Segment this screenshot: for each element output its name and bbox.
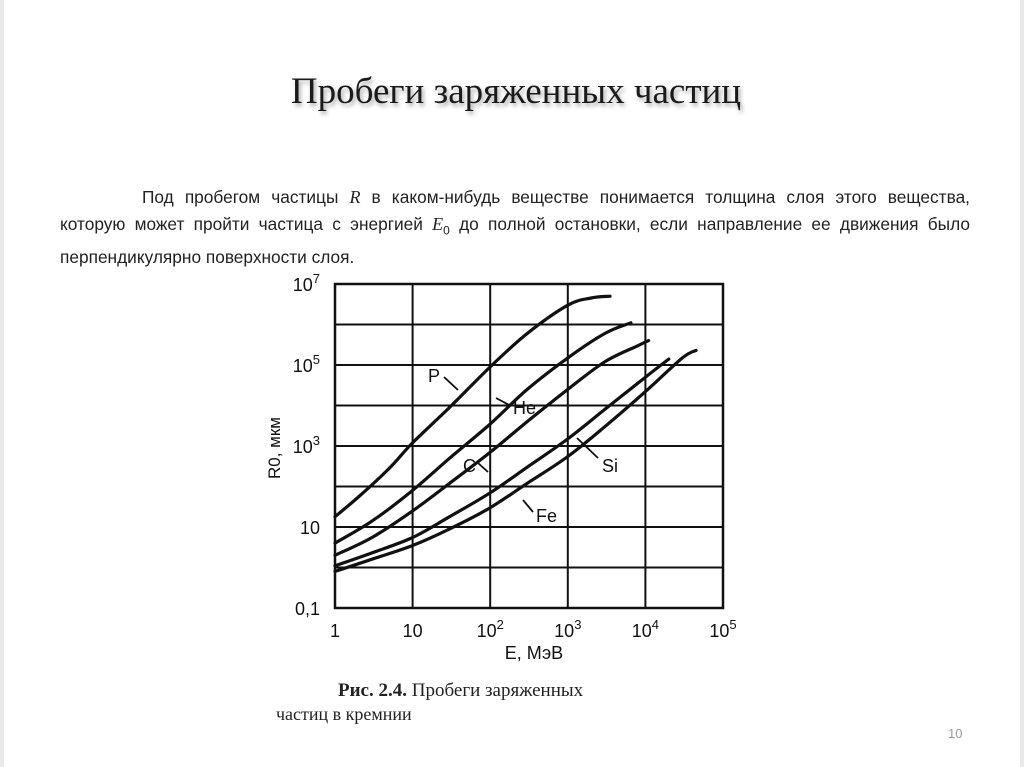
series-line-si [335, 359, 669, 566]
series-line-c [335, 341, 649, 556]
page-number: 10 [948, 726, 963, 741]
series-label: He [513, 398, 537, 418]
leader-line [444, 377, 458, 390]
series-label: Fe [536, 506, 558, 526]
paragraph-text-2: в каком-нибудь веществе понимается толщина слоя этого вещества, которую может пройти частица с энергией [60, 187, 970, 234]
x-tick-label: $10^5$ [709, 617, 737, 641]
series-line-fe [335, 350, 696, 571]
series-label: P [428, 366, 441, 386]
figure-caption-line-2: частиц в кремнии [276, 704, 412, 724]
slide-title: Пробеги заряженных частиц [290, 71, 742, 112]
y-tick-label: 0,1 [294, 599, 320, 619]
y-axis-label: R0, мкм [265, 417, 284, 479]
x-tick-label: $10^2$ [476, 617, 504, 641]
leader-line [523, 500, 533, 512]
x-tick-label: $10^4$ [631, 617, 660, 641]
paragraph-text-1: Под пробегом частицы [142, 187, 350, 207]
y-tick-label: $10^7$ [292, 271, 320, 295]
range-chart [4, 0, 1024, 767]
x-tick-label: 1 [329, 621, 341, 641]
figure-caption-line-1: Рис. 2.4. Пробеги заряженных [338, 680, 584, 701]
y-tick-label: $10^5$ [292, 352, 320, 376]
y-tick-label: $10^3$ [292, 433, 320, 457]
x-tick-label: 10 [402, 621, 423, 641]
x-tick-label: $10^3$ [554, 617, 582, 641]
x-axis-label: E, МэВ [504, 643, 564, 663]
series-label: C [463, 456, 476, 476]
variable-e-subscript: 0 [443, 223, 450, 238]
series-label: Si [602, 456, 619, 476]
leader-line [478, 463, 488, 472]
paragraph-text-3: до полной остановки, если направление ее движения было перпендикулярно поверхности слоя. [60, 214, 970, 268]
y-tick-label: 10 [299, 518, 320, 538]
variable-r: R [349, 187, 361, 207]
variable-e: E [432, 214, 444, 234]
